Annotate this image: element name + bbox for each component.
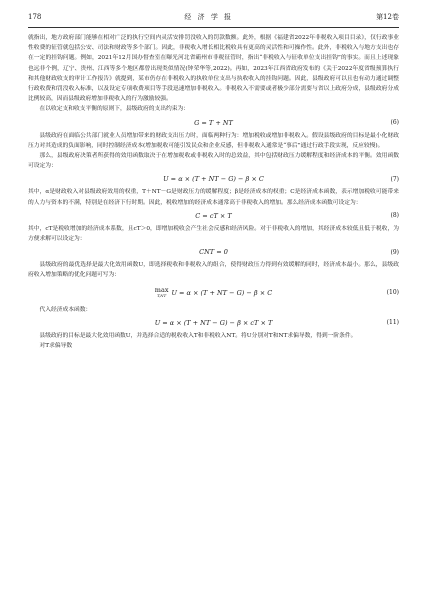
- equation-9: [28, 244, 399, 260]
- volume-label: 第12卷: [376, 13, 399, 21]
- operator-subscript: T,NT: [157, 293, 167, 299]
- paragraph: 其中，cT是税收增加的经济成本系数，且cT＞0，即增加税收会产生社会反感和经济风险。对于非税收入的增加，其经济成本较低且低于税收，为方便求解可以设定为：: [28, 225, 399, 243]
- equation-expression: U = α × (T + NT − G) − β × C: [163, 175, 264, 184]
- equation-number: (10): [386, 289, 399, 297]
- paragraph: 县级政府的最优选择是最大化效用函数U，即选择税收和非税收入的组合，使得财政压力得到有效缓解的同时，经济成本最小。那么，县级政府收入增加策略的优化问题可写为：: [28, 262, 399, 279]
- paragraph: 其中，α是财政收入对县级政府效用的权重，T＋NT－G是财政压力的缓解程度；β是经济成本的权重；C是经济成本函数，表示增加税收可能带来的人力与资本的不满，特别是在经济下行时期。因此，税收增加的经济成本通常高于非税收入的增加。那么经济成本函数可设定为：: [28, 189, 399, 206]
- running-header: [28, 10, 399, 24]
- header-rule: [28, 27, 399, 28]
- equation-6: [28, 115, 399, 131]
- equation-number: (11): [386, 319, 399, 327]
- paragraph: 县级政府在面临公共部门就业人员增加带来的财政支出压力时，面临两种行为：增加税收或增加非税收入。假设县级政府的目标是最小化财政压力对其造成的负面影响，同时控制经济成本(增加税收可能引发民众和企业反感，但非税收入通常是“事后”通过行政手段实现，反应较慢)。: [28, 132, 399, 149]
- equation-expression: CNT = 0: [199, 248, 228, 257]
- equation-expression: G = T + NT: [194, 118, 233, 127]
- paragraph: 那么，县级政府决策者所获得的效用函数取决于在增加税收或非税收入时的总效益，其中包括财政压力缓解程度和经济成本的平衡。效用函数可设定为：: [28, 153, 399, 170]
- paragraph: 县级政府的目标是最大化效用函数U，并选择合适的税收收入T和非税收入NT。将U分别对T和NT求偏导数，得到一阶条件。: [39, 332, 357, 339]
- equation-expression: C = cT × T: [195, 211, 232, 220]
- paragraph: 在以收定支和收支平衡的原则下，县级政府的支出约束为：: [39, 106, 189, 113]
- paragraph: 代入经济成本函数：: [39, 306, 92, 313]
- equation-expression: U = α × (T + NT − G) − β × cT × T: [154, 318, 273, 327]
- equation-7: [28, 171, 399, 187]
- paragraph: 就指出，地方政府部门能够在相对广泛的执行空间内灵活安排罚没收入的罚款数额。此外，根据《福建省2022年非税收入项目目录》，仅行政事业性收费的征管就包括公安、司法和财政等多个部门。因此，非税收入增长相比税收具有更高的灵活性和可操作性。此外，非税收入与地方支出也存在一定的挂钩问题。例如，2021年12月国办督查室在曝光河北省霸州市非税征管时，指出“非税收入与征收单位支出挂钩”的事实。而且上述现象也远非个例，辽宁、贵州、江西等多个地区都曾出现类似情况(钟荣华等,2022)。再如，2023年江西省政府发布的《关于2022年度省级预算执行和其他财政收支的审计工作报告》就提到，某市仍存在非税收入的执收单位支出与执收收入的挂钩问题。因此，县级政府可以且也有动力通过调整行政收费和罚没收入标准，以及设定专项收费项目等手段迅速增加非税收入。非税收入不需要或者极少部分需要与省以上政府分成，县级政府分成比例较高，因而县级政府增加非税收入的行为激励较强。: [28, 35, 399, 103]
- max-operator: [155, 287, 169, 298]
- body-text: [28, 33, 399, 351]
- page-number: 178: [28, 13, 42, 21]
- equation-number: (7): [390, 175, 399, 183]
- equation-11: [28, 315, 399, 331]
- equation-number: (6): [390, 119, 399, 127]
- equation-8: [28, 208, 399, 224]
- paragraph: 对T求偏导数: [39, 343, 73, 350]
- operator-text: max: [154, 286, 169, 295]
- equation-expression: U = α × (T + NT − G) − β × C: [171, 288, 273, 297]
- equation-10: [28, 281, 399, 305]
- equation-number: (8): [390, 212, 399, 220]
- journal-name: 经 济 学 报: [184, 13, 234, 21]
- equation-number: (9): [390, 248, 399, 256]
